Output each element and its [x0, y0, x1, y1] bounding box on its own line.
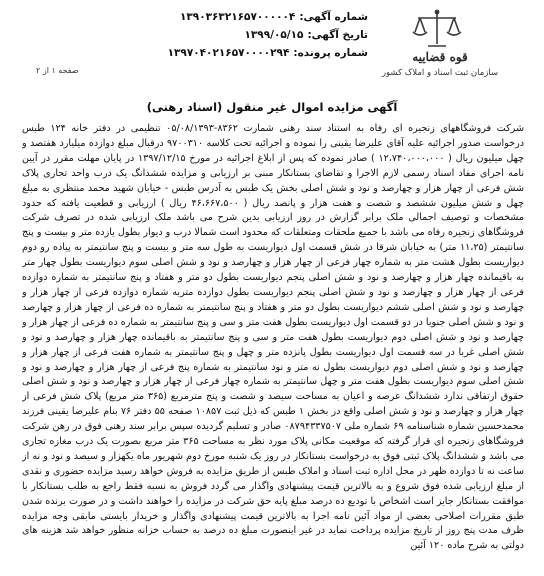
ad-date-label: تاریخ آگهی:: [307, 29, 368, 41]
ad-date-row: [168, 26, 368, 44]
judiciary-emblem-icon: [408, 6, 466, 52]
page-number: صفحه ۱ از ۲: [36, 66, 79, 75]
ad-number-row: [168, 8, 368, 26]
ad-number-label: شماره آگهی:: [299, 11, 368, 23]
ad-number: ۱۳۹۰۳۶۳۲۱۶۵۷۰۰۰۰۰۴: [179, 11, 296, 23]
case-number-row: [168, 44, 368, 62]
notice-title: آگهی مزایده اموال غیر منقول (اسناد رهنی): [146, 100, 398, 114]
case-number: ۱۳۹۷۰۴۰۲۱۶۵۷۰۰۰۰۲۹۴: [167, 47, 290, 59]
ad-meta: [168, 8, 368, 62]
case-number-label: شماره پرونده:: [293, 47, 368, 59]
notice-body: شرکت فروشگاههای زنجیره ای رفاه به استناد سند رهنی شمارت ۸۳۶۲-۰۵/۰۸/۱۳۹۳ تنظیمی در دفتر خانه ۱۲۴ طبس درخواست صدور اجرائیه علیه آقای علیرضا یقینی را نموده و اجرائیه تحت کلاسه ۹۷۰۰۳۱۰ درقبال مبلغ دوازده میلیارد هفتصد و چهل میلیون ریال ( ۱۲،۷۴۰،۰۰۰،۰۰۰ ) صادر نموده که پس از ابلاغ اجرائیه در مورخ ۱۳۹۷/۱۲/۱۵ در پایان مهلت مقرر در آیین نامه اجرای مفاد اسناد رسمی لازم الاجرا و تقاضای بستانکار مبنی بر ارزیابی و مزایده ششدانگ یک درب واحد تجاری پلاک شش فرعی از چهار هزار و چهارصد و نود و شش اصلی بخش یک طبس به آدرس طبس - خیابان شهید محمد منتظری به مبلغ چهل و شش میلیون ششصد و شصت و هفت هزار و پانصد ریال ( ۴۶،۶۶۷،۵۰۰ ریال ) ارزیابی و قطعیت یافته که حدود مشخصات و توصیف اجمالی ملک برابر گزارش در روز ارزیابی بدین شرح می باشد ملک ارزیابی شده در تصرف شرکت فروشگاهای زنجیره رفاه می باشد با جمیع ملحقات ومتعلقات که محدود است شمالا درب و دیوار بطول یازده متر و بیست و پنج سانتیمتر (۱۱،۲۵ متر) به خیابان شرقا در شش قسمت اول دیواریست به طول سه متر و بیست و پنج سانتیمتر به پیاده رو دوم دیواریست بطول هشت متر به شماره چهار فرعی از چهار هزار و چهارصد و نود و شش اصلی سوم دیواریست بطول چهار متر به باقیمانده چهار هزار و چهارصد و نود و شش اصلی پنجم دیواریست بطول دو متر و هفتاد و پنج سانتیمتر به شماره دوازده فرعی از چهار هزار و چهارصد و نود و شش اصلی پنجم دیواریست بطول دوازده متربه شماره دوازده فرعی از چهار هزار و چهارصد و نود و شش اصلی ششم دیواریست بطول دو متر و هفتاد و پنج سانتیمتر به شماره ده فرعی از چهار هزار و چهارصد و نود و شش اصلی جنوبا در دو قسمت اول دیواریست بطول هفت متر و سی و پنج سانتیمتر به شماره ده فرعی از چهار هزار و چهارصد و نود و شش اصلی دوم دیواریست بطول هفت متر و سی و پنج سانتیمتر به باقیمانده چهار هزار و چهارصد و نود و شش اصلی غربا در سه قسمت اول دیواریست بطول پانزده متر و چهل و پنج سانتیمتر به شماره هفت فرعی از چهار هزار و چهارصد و نود و شش اصلی دوم دیواریست بطول نه متر و نود سانتیمتر به شماره پنج فرعی از چهار هزار و چهارصد و نود و شش اصلی سوم دیواریست بطول هفت متر و چهل سانتیمتر به شماره چهار فرعی از چهار هزار و چهارصد و نود و شش اصلی حقوق ارتفاقی ندارد ششدانگ عرصه و اعیان به مساحت سیصد و شصت و پنج مترمربع (۳۶۵ متر مربع) پلاک شش فرعی از چهار هزار و چهارصد و نود و شش اصلی واقع در بخش ۱ طبس که ذیل ثبت ۱۰۸۵۷ صفحه ۵۵ دفتر ۷۶ بنام علیرضا یقینی فرزند محمدحسین شماره شناسنامه ۶۹ شماره ملی ۰۸۷۹۴۳۳۷۵۰۷ صادر و تسلیم گردیده سپس برابر سند رهنی فوق در رهن شرکت فروشگاهای زنجیره ای قرار گرفته که موقعیت مکانی پلاک مورد نظر به مساحت ۳۶۵ متر مربع بصورت یک درب مغازه تجاری می باشد و ششدانگ پلاک ثبتی فوق به درخواست بستانکار در روز یک شنبه مورخ دوم شهریور ماه یکهزار و سیصد و نود و نه از ساعت نه تا دوازده ظهر در محل اداره ثبت اسناد و املاک طبس از طریق مزایده به فروش خواهد رسید مزایده حضوری و نقدی از مبلغ ارزیابی شده فوق شروع و به بالاترین قیمت پیشنهادی واگذار می گردد فروش به نسبه فقط راجع به طلب بستانکار با موافقت بستانکار جایز است اشخاص با تودیع ده درصد مبلغ پایه حق شرکت در مزایده را خواهند داشت و در صورت برنده شدن طبق مقررات اصلاحی بعضی از مواد آئین نامه اجرا به بالاترین قیمت پیشنهادی واگذار و خریدار بایستی مابقی وجه مزایده ظرف مدت پنج روز از تاریخ مزایده پرداخت نماید در غیر اینصورت مبلغ ده درصد به حساب خزانه منظور خواهد شد هزینه های دولتی به شرح ماده ۱۲۰ آئین: [22, 123, 524, 552]
judiciary-logo-text: قوه قضاییه: [412, 50, 468, 64]
organization-name: سازمان ثبت اسناد و املاک کشور: [381, 68, 499, 78]
ad-date: ۱۳۹۹/۰۵/۱۵: [244, 29, 304, 41]
